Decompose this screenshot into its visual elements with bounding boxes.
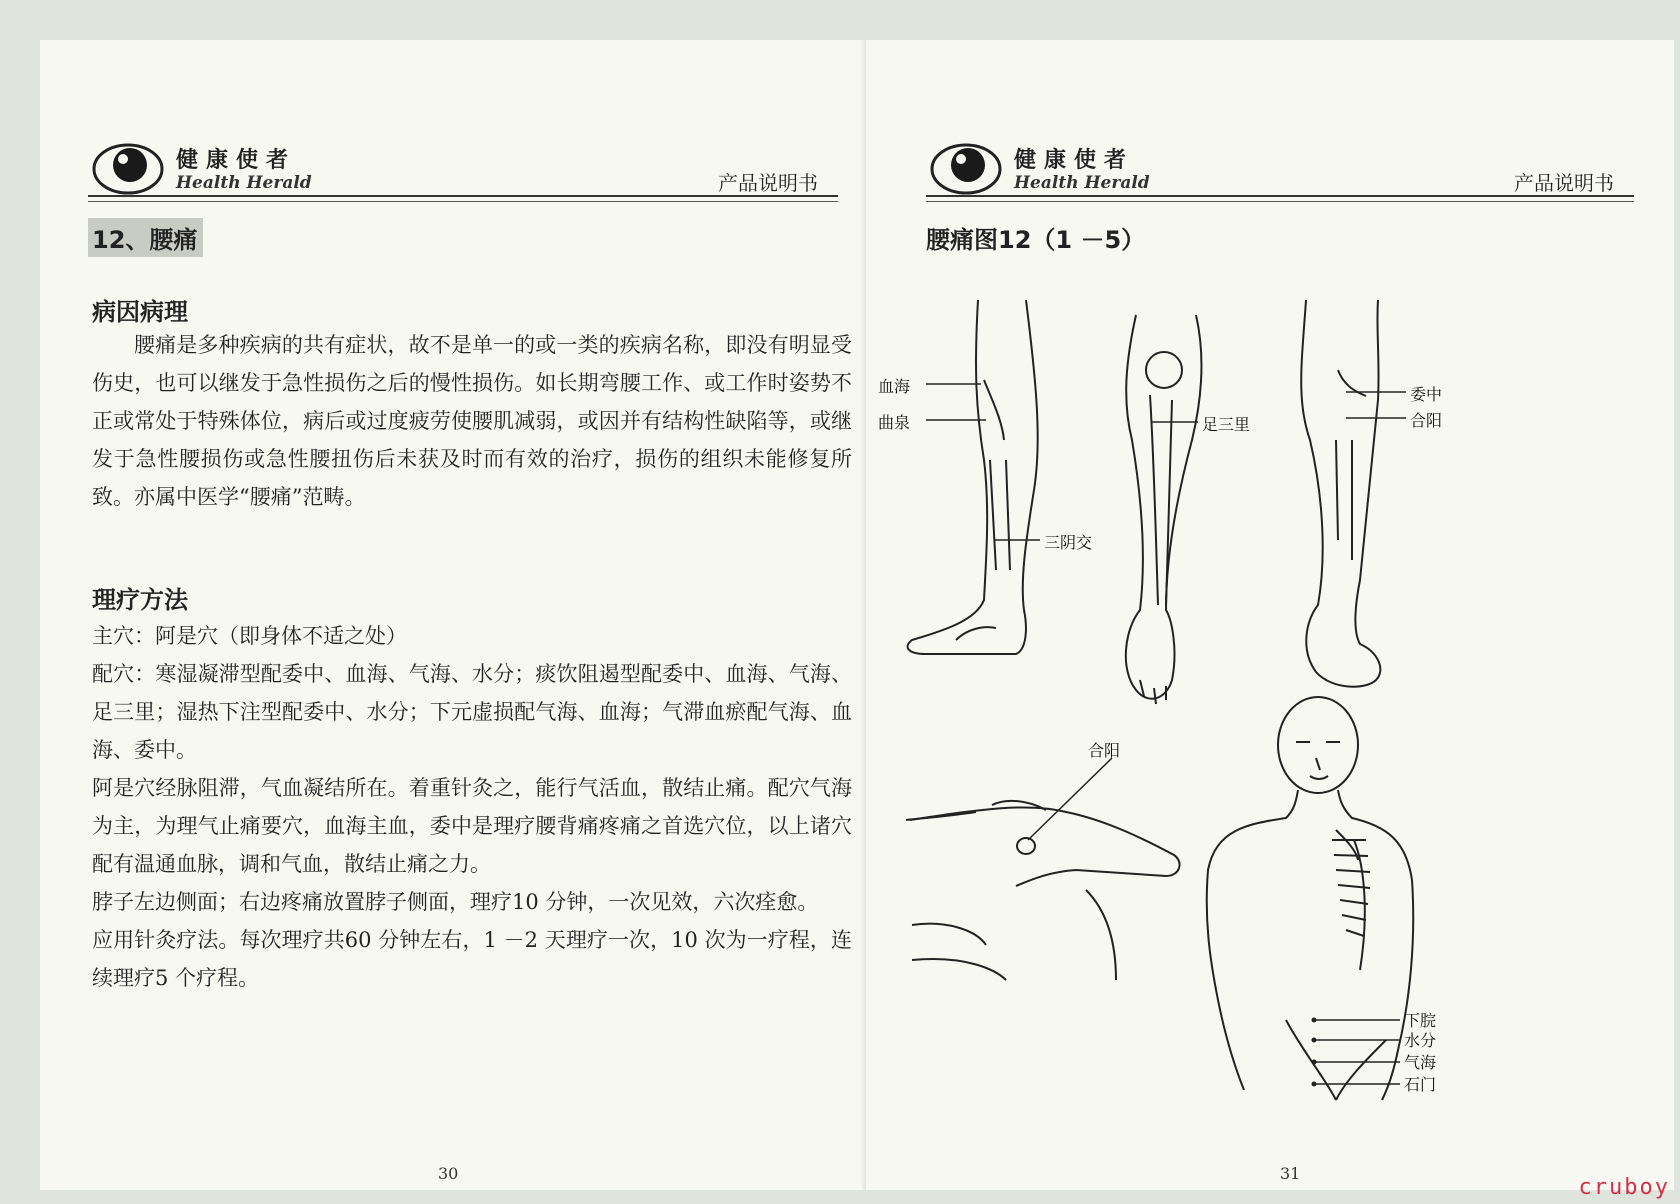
page-header	[88, 95, 838, 205]
section-title: 12、腰痛	[88, 218, 203, 257]
label-shuifen: 水分	[1404, 1031, 1437, 1050]
page-number: 30	[438, 1164, 459, 1183]
left-page	[40, 40, 862, 1190]
label-zusanli: 足三里	[1202, 415, 1251, 434]
cause-heading: 病因病理	[92, 298, 188, 326]
page-number: 31	[1280, 1164, 1301, 1183]
label-qihai: 气海	[1404, 1053, 1437, 1072]
document-type: 产品说明书	[1514, 171, 1614, 195]
cause-paragraph	[92, 326, 852, 516]
hand-illustration	[906, 758, 1180, 980]
label-xiawan: 下脘	[1404, 1011, 1437, 1030]
brand-name-en: Health Herald	[1014, 173, 1150, 193]
therapy-line: 主穴：阿是穴（即身体不适之处）	[92, 624, 407, 648]
watermark: cruboy	[1578, 1175, 1670, 1200]
label-shimen: 石门	[1404, 1075, 1437, 1094]
acupoint-markers	[1312, 1018, 1317, 1087]
document-type: 产品说明书	[718, 171, 818, 195]
cause-text: 腰痛是多种疾病的共有症状，故不是单一的或一类的疾病名称，即没有明显受伤史，也可以继发于急性损伤之后的慢性损伤。如长期弯腰工作、或工作时姿势不正或常处于特殊体位，病后或过度疲劳使腰肌减弱，或因并有结构性缺陷等，或继发于急性腰损伤或急性腰扭伤后未获及时而有效的治疗，损伤的组织未能修复所致。亦属中医学“腰痛”范畴。	[92, 333, 852, 509]
therapy-line: 阿是穴经脉阻滞，气血凝结所在。着重针灸之，能行气活血，散结止痛。配穴气海为主，为理气止痛要穴，血海主血，委中是理疗腰背痛疼痛之首选穴位，以上诸穴配有温通血脉，调和气血，散结止痛之力。	[92, 776, 852, 876]
header-rule	[88, 195, 838, 197]
label-weizhong: 委中	[1410, 385, 1443, 404]
label-heyang: 合阳	[1410, 411, 1443, 430]
therapy-line: 脖子左边侧面；右边疼痛放置脖子侧面，理疗10 分钟，一次见效，六次痊愈。	[92, 890, 819, 914]
acupoint-illustration	[866, 40, 1674, 1190]
health-herald-logo	[88, 133, 178, 203]
leg-side-view-illustration	[908, 300, 1038, 654]
figure-title: 腰痛图12（1 －5）	[926, 226, 1146, 254]
torso-leader-lines	[1314, 1020, 1400, 1084]
label-xuehai: 血海	[878, 377, 911, 396]
therapy-line: 配穴：寒湿凝滞型配委中、血海、气海、水分；痰饮阻遏型配委中、血海、气海、足三里；湿热下注型配委中、水分；下元虚损配气海、血海；气滞血瘀配气海、血海、委中。	[92, 662, 852, 762]
label-heyang-hand: 合阳	[1088, 741, 1121, 760]
therapy-paragraph	[92, 617, 852, 997]
leg-back-view-illustration	[1301, 300, 1380, 687]
therapy-line: 应用针灸疗法。每次理疗共60 分钟左右，1 －2 天理疗一次，10 次为一疗程，连续理疗5 个疗程。	[92, 928, 852, 990]
label-sanyinjiao: 三阴交	[1044, 533, 1093, 552]
brand-name-en: Health Herald	[176, 173, 312, 193]
leg-front-view-illustration	[1126, 315, 1202, 704]
therapy-heading: 理疗方法	[92, 586, 188, 614]
leg-leader-lines	[926, 384, 1406, 540]
right-page	[866, 40, 1674, 1190]
header-rule-thin	[88, 201, 838, 202]
brand-name-cn: 健康使者	[176, 148, 297, 173]
label-ququan: 曲泉	[878, 413, 911, 432]
brand-name-cn: 健康使者	[1014, 148, 1135, 173]
